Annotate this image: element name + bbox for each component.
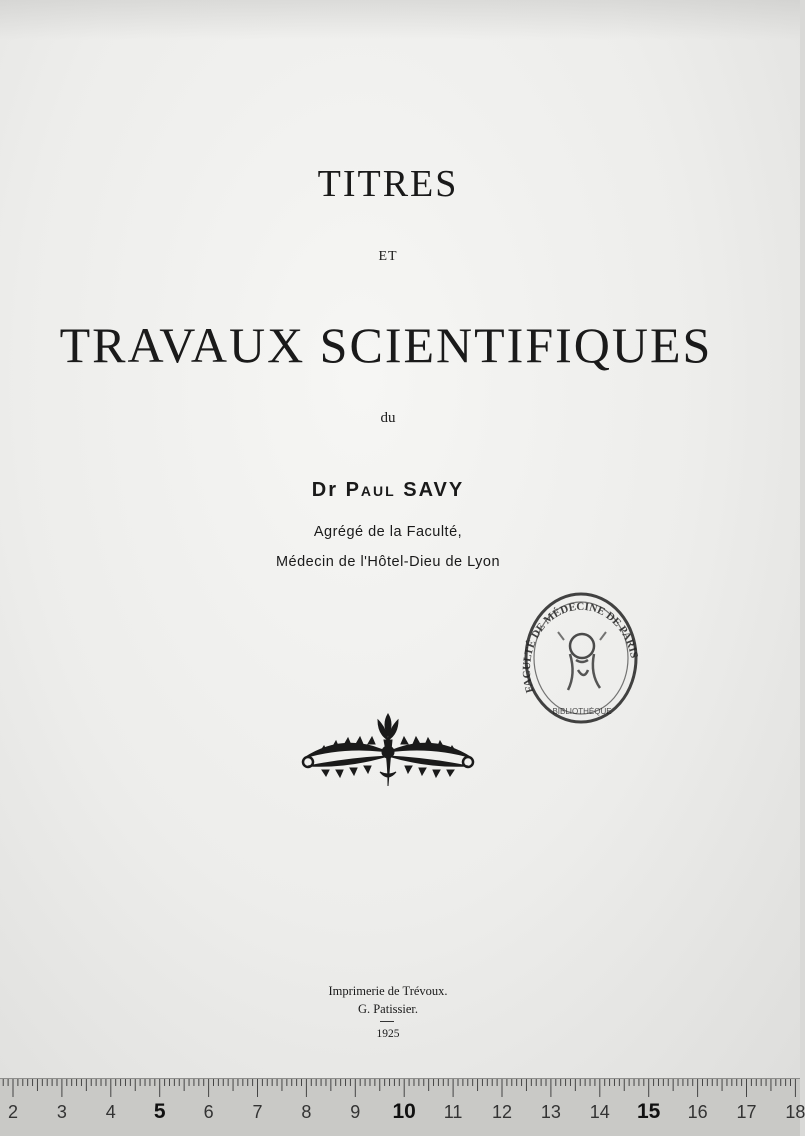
printer-line-2: G. Patissier. [357, 1002, 419, 1016]
title-line-2: TRAVAUX SCIENTIFIQUES [59, 317, 713, 373]
ruler-number: 3 [56, 1102, 67, 1122]
ruler-number: 12 [491, 1102, 513, 1122]
ruler-number: 9 [350, 1102, 361, 1122]
author-honorific: Dr [311, 479, 338, 501]
measuring-ruler [0, 1078, 805, 1136]
ruler-number: 2 [7, 1102, 19, 1122]
library-stamp [520, 588, 642, 728]
floral-ornament [300, 712, 476, 792]
title-preposition: du [380, 410, 396, 426]
ruler-number: 17 [736, 1102, 757, 1122]
ruler-number: 6 [203, 1102, 214, 1122]
ruler-number: 8 [301, 1102, 312, 1122]
ruler-number: 5 [153, 1100, 166, 1123]
affiliation-line-1: Agrégé de la Faculté, [313, 524, 463, 540]
ruler-number: 18 [785, 1102, 805, 1122]
ruler-number: 15 [637, 1100, 661, 1123]
title-connector: ET [378, 249, 398, 264]
author-full-name: Paul SAVY [345, 479, 465, 501]
publication-year: 1925 [376, 1028, 400, 1040]
printer-line-1: Imprimerie de Trévoux. [328, 984, 448, 998]
ruler-number: 16 [687, 1102, 708, 1122]
ruler-number: 11 [443, 1102, 463, 1122]
svg-text:BIBLIOTHÈQUE: BIBLIOTHÈQUE [552, 707, 612, 716]
author-name [0, 479, 776, 502]
page-shadow [0, 0, 800, 40]
affiliation-line-2: Médecin de l'Hôtel-Dieu de Lyon [275, 554, 501, 570]
ruler-number: 4 [105, 1102, 116, 1122]
ruler-number: 10 [392, 1100, 416, 1123]
ruler-number: 7 [252, 1102, 263, 1122]
ruler-number: 14 [589, 1102, 610, 1122]
svg-text:FACULTÉ DE MÉDECINE DE PARIS: FACULTÉ DE MÉDECINE DE PARIS [520, 600, 640, 695]
ruler-number: 13 [540, 1102, 561, 1122]
divider-dash [380, 1021, 394, 1022]
title-line-1: TITRES [317, 163, 459, 205]
